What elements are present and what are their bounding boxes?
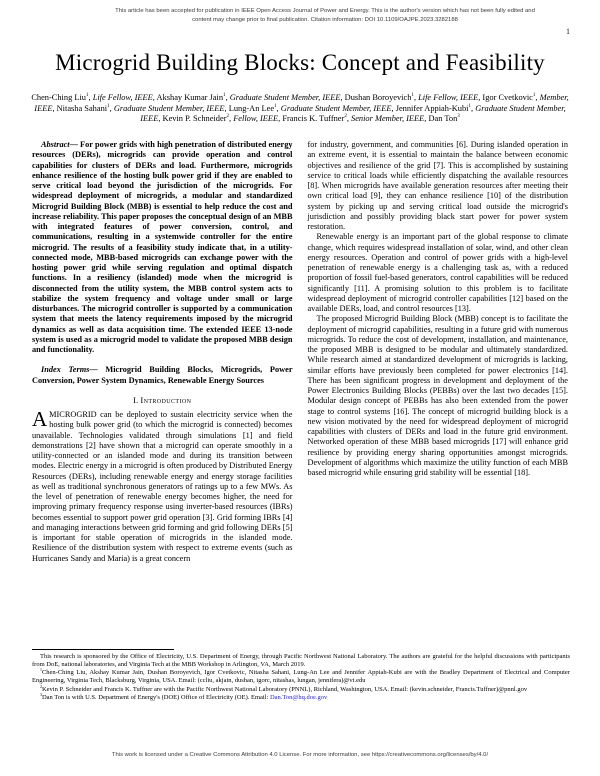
section-title: Introduction [140,394,192,405]
abstract-text: For power grids with high penetration of distributed energy resources (DERs), microgrids can provide operation and control capabilities for clusters of DERs and load. Furthermore, microgrids enhance resilience of the hosting bulk power grid if they are enabled to serve critical load beyond the jurisdiction of the microgrids. For widespread deployment of microgrids, a modular and standardized Microgrid Building Block (MBB) is essential to help reduce the cost and increase reliability. This paper proposes the conceptual design of an MBB with integrated features of power conversion, control, and communications, resulting in a systemwide controller for the entire microgrid. The results of a feasibility study indicate that, in a utility-connected mode, MBB-based microgrids can exchange power with the hosting power grid while serving regulation and optimal dispatch functions. In a resiliency (islanded) mode when the microgrid is disconnected from the utility system, the MBB control system acts to stabilize the system frequency and voltage under small or large disturbances. The microgrid controller is supported by a communication system that meets the latency requirements imposed by the microgrid dynamics as well as data acquisition time. The extended IEEE 13-node system is used as a microgrid model to validate the proposed MBB design and functionality. [32,140,293,354]
index-terms-text: Microgrid Building Blocks, Microgrids, Power Conversion, Power System Dynamics, Renewable Energy Sources [32,365,293,385]
author-segment: Kevin P. Schneider [162,114,227,124]
acceptance-notice-line1: This article has been accepted for publication in IEEE Open Access Journal of Power and Energy. This is the author's version which has not been fully edited and [115,8,535,14]
author-segment: Igor Cvetkovic [482,93,533,102]
author-segment: Dushan Boroyevich [344,93,412,102]
author-segment: Graduate Student Member, IEEE [280,103,392,113]
author-segment: Graduate Student Member, IEEE [229,93,341,102]
author-segment: , [109,103,114,113]
footnote-mark: 3 [40,692,42,697]
body-paragraph-1: for industry, government, and communities [6]. During islanded operation in an extreme event, it is essential to maintain the balance between economic objectives and resilience of the grid [7]. This is accomplished by sustaining service to critical loads while efficiently dispatching the available resources [8]. When microgrids have available generation resources after meeting their own critical load [9], they can enhance resilience [10] of the distribution system by picking up and serving critical load outside the microgrid's jurisdiction and possibly providing black start power for power system restoration. [307,140,568,231]
author-segment: , [158,114,163,124]
body-paragraph-3: The proposed Microgrid Building Block (MBB) concept is to facilitate the deployment of microgrid capabilities, resulting in a future grid with numerous microgrids. To reduce the cost of development, installation, and maintenance, the proposed MBB is designed to be modular and ultimately standardized. While research aimed at standardized development of microgrids is lacking, similar efforts have previously been completed for power electronics [14]. There has been significant progress in development and deployment of the Power Electronics Building Blocks (PEBBs) over the last two decades [15]. Modular design concept of PEBBs has also been extended from the power stage to control systems [16]. The concept of microgrid building block is a new vision motivated by the need for widespread deployment of microgrid capabilities with clusters of DERs and load in the future grid environment. Networked operation of these MBB based microgrids [17] will enhance grid resilience by providing energy sharing opportunities amongst microgrids. Development of algorithms which maximize the utility function of each MBB based microgrid while ensuring grid stability will be essential [18]. [307,314,568,477]
index-terms-paragraph [32,365,293,386]
author-list [30,93,570,125]
author-segment: , [471,103,476,113]
author-segment: Chen-Ching Liu [31,93,86,102]
author-segment: Member, IEEE [34,93,569,113]
author-segment: Akshay Kumar Jain [156,93,224,102]
footnote: This research is sponsored by the Office of Electricity, U.S. Department of Energy, through Pacific Northwest National Laboratory. The authors are grateful for the helpful discussions with participants from DoE, national laboratories, and Virginia Tech at the MBB Workshop in Arlington, VA, March 2019. [32,653,570,669]
author-segment: Senior Member, IEEE [351,114,425,124]
author-affiliation-mark: 2 [226,114,229,120]
author-segment: Dan Ton [428,114,458,124]
author-segment: Lung-An Lee [228,103,275,113]
author-segment: , [52,103,57,113]
footnote: $^1$Chen-Ching Liu, Akshay Kumar Jain, Dushan Boroyevich, Igor Cvetkovic, Nitasha Sahani, Lung-An Lee and Jennifer Appiah-Kubi are with the Bradley Department of Electrical and Computer Engineering, Virginia Tech, Blacksburg, Virginia, USA. Email: (ccliu, akjain, dushan, igorc, nitashas, lungan, jennifera)@vt.edu [32,668,570,685]
author-segment: , [424,114,429,124]
author-segment: , [340,93,345,102]
page-number: 1 [566,27,570,36]
paper-title: Microgrid Building Blocks: Concept and Feasibility [55,50,545,75]
author-affiliation-mark: 1 [468,103,472,109]
footnote-mark: 2 [40,684,42,689]
footnote: $^3$Dan Ton is with U.S. Department of Energy's (DOE) Office of Electricity (OE). Email: Dan.Ton@hq.doe.gov [40,692,328,701]
email-link[interactable]: Dan.Ton@hq.doe.gov [269,693,328,701]
author-segment: , [346,114,352,124]
drop-cap: A [32,407,48,431]
intro-paragraph-text: MICROGRID can be deployed to sustain electricity service when the hosting bulk power grid (to which the microgrid is connected) becomes unavailable. Technologies validated through simulations [1] and field demonstrations [2] have shown that a microgrid can operate smoothly in a utility-connected or an islanded mode and during its transition between modes. Electric energy in a microgrid is often produced by Distributed Energy Resources (DERs), including renewable energy and energy storage facilities as well as traditional synchronous generators of ratings up to a few MWs. As the level of penetration of renewable energy becomes higher, the need for improving primary frequency response using inverter-based resources (IBRs) becomes essential to support power grid operation [3]. Grid forming IBRs [4] and managing interactions between grid forming and grid following DERs [5] is important for stable operation of microgrids in the islanded mode. Resilience of the distribution system with respect to extreme events (such as Hurricanes Sandy and Maria) is a great concern [32,410,293,563]
footnote-block [32,653,570,702]
intro-paragraph [32,407,293,564]
section-heading-introduction [32,395,293,405]
section-number: I. [133,394,141,405]
right-column [308,140,569,646]
author-segment: , [224,103,229,113]
footnote: $^2$Kevin P. Schneider and Francis K. Tuffner are with the Pacific Northwest National Laboratory (PNNL), Richland, Washington, USA. Email: (kevin.schneider, Francis.Tuffner)@pnnl.gov [40,684,528,693]
author-segment: , [391,103,396,113]
acceptance-notice [88,7,562,24]
author-segment: Graduate Student Member, IEEE [113,103,225,113]
author-segment: , [413,93,419,102]
author-segment: Life Fellow, IEEE [92,93,153,102]
author-segment: , [88,93,93,102]
left-column [32,140,293,646]
author-segment: , [478,93,483,102]
author-segment: Life Fellow, IEEE [418,93,479,102]
body-paragraph-2: Renewable energy is an important part of the global response to climate change, which requires widespread installation of solar, wind, and other clean energy resources. Operation and control of power grids with a high-level penetration of renewable energy is a challenging task as, with a reduced proportion of fossil fuel-based generators, control capabilities will be reduced significantly [11]. A promising solution to this problem is to facilitate widespread deployment of microgrid controller capabilities [12] based on the available DERs, load, and control resources [13]. [307,232,568,313]
abstract-label: Abstract— [41,140,78,149]
author-affiliation-mark: 1 [223,93,226,99]
license-footer: This work is licensed under a Creative Commons Attribution 4.0 License. For more information, see https://creativecommons.org/licenses/by/4.0/ [111,752,489,758]
footnote-rule [32,649,174,650]
author-segment: Jennifer Appiah-Kubi [395,103,469,113]
author-segment: , [229,114,234,124]
author-affiliation-mark: 1 [411,93,414,99]
footnote-mark: 1 [40,668,42,673]
author-segment: , [535,93,540,102]
author-segment: Fellow, IEEE [233,114,279,124]
acceptance-notice-line2: content may change prior to final publication. Citation information: DOI 10.1109/OAJPE.2023.3282188 [192,16,458,23]
author-segment: Nitasha Sahani [56,103,108,113]
author-affiliation-mark: 1 [107,103,110,109]
author-affiliation-mark: 3 [457,114,460,120]
author-segment: , [152,93,157,102]
two-column-body [32,140,568,646]
abstract-paragraph [32,140,293,355]
author-segment: , [278,114,283,124]
author-segment: Francis K. Tuffner [282,114,345,124]
author-segment: , [276,103,281,113]
author-affiliation-mark: 2 [344,114,347,120]
author-segment: Graduate Student Member, IEEE [140,103,566,124]
author-affiliation-mark: 1 [274,103,277,109]
index-terms-label: Index Terms— [41,365,98,375]
author-affiliation-mark: 1 [85,93,89,99]
author-affiliation-mark: 1 [532,93,536,99]
author-segment: , [225,93,230,102]
